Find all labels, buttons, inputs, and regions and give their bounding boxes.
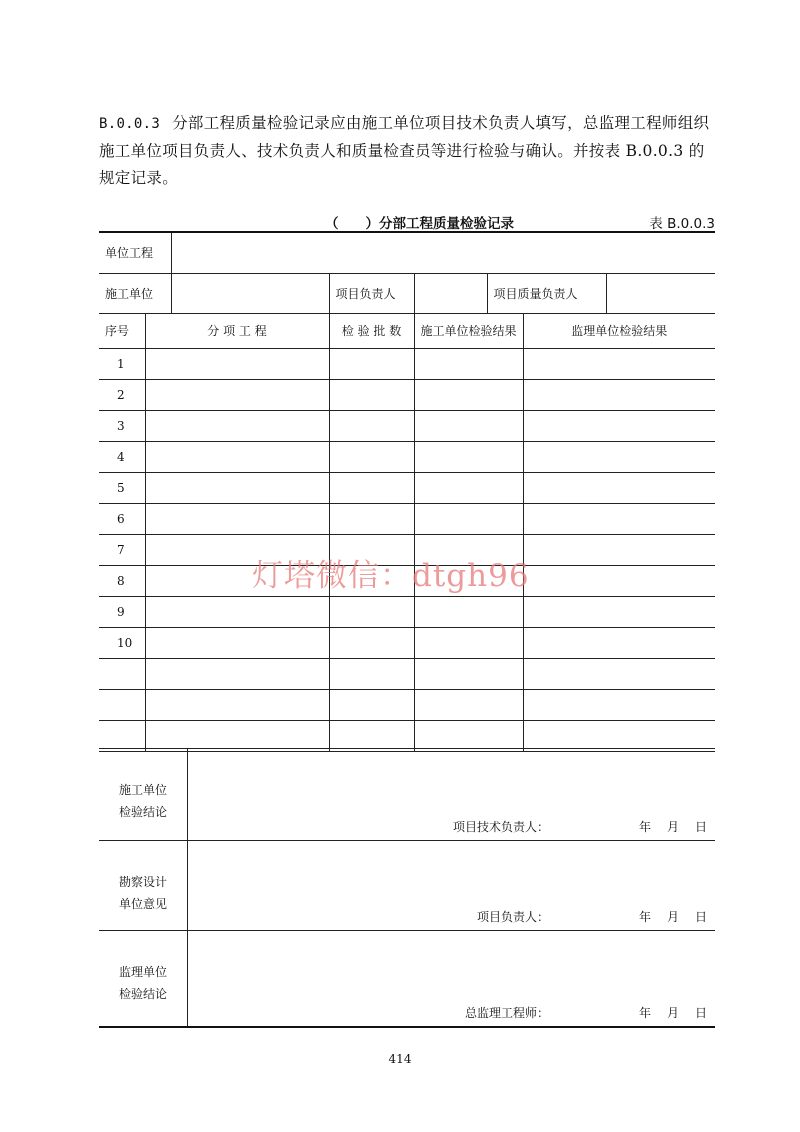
quality-lead-field[interactable] — [606, 273, 715, 313]
signoff-label-line2: 单位意见 — [119, 897, 168, 911]
signoff-row — [99, 841, 715, 931]
row-supervisor-cell[interactable] — [523, 627, 715, 658]
signoff-label — [99, 841, 187, 931]
row-supervisor-cell[interactable] — [523, 658, 715, 689]
month-label: 月 — [666, 1005, 681, 1020]
signoff-label-line1: 勘察设计 — [119, 875, 168, 889]
year-label: 年 — [638, 1005, 653, 1020]
row-supervisor-cell[interactable] — [523, 534, 715, 565]
row-batches-cell[interactable] — [329, 627, 414, 658]
row-seq — [99, 689, 145, 720]
row-seq: 6 — [99, 503, 145, 534]
table-number: 表 B.0.0.3 — [649, 216, 715, 232]
row-supervisor-cell[interactable] — [523, 410, 715, 441]
table-row — [99, 689, 715, 720]
row-contractor-cell[interactable] — [414, 627, 523, 658]
row-contractor-cell[interactable] — [414, 689, 523, 720]
signoff-table — [99, 748, 715, 1028]
signoff-field[interactable] — [187, 931, 715, 1027]
row-supervisor-cell[interactable] — [523, 689, 715, 720]
row-supervisor-cell[interactable] — [523, 379, 715, 410]
row-batches-cell[interactable] — [329, 472, 414, 503]
year-label: 年 — [638, 820, 653, 834]
signoff-label-line1: 监理单位 — [119, 965, 168, 979]
row-batches-cell[interactable] — [329, 503, 414, 534]
row-batches-cell[interactable] — [329, 348, 414, 379]
construction-unit-label: 施工单位 — [99, 273, 171, 313]
row-item-cell[interactable] — [145, 503, 329, 534]
table-row — [99, 410, 715, 441]
project-lead-label: 项目负责人 — [329, 273, 414, 313]
month-label: 月 — [666, 820, 681, 834]
row-seq — [99, 658, 145, 689]
watermark-text: 灯塔微信：dtgh96 — [252, 558, 530, 594]
row-contractor-cell[interactable] — [414, 720, 523, 751]
table-row — [99, 720, 715, 751]
row-seq: 3 — [99, 410, 145, 441]
construction-unit-field[interactable] — [171, 273, 329, 313]
row-contractor-cell[interactable] — [414, 379, 523, 410]
page-number: 414 — [388, 1052, 412, 1066]
signoff-field[interactable] — [187, 749, 715, 841]
signoff-label — [99, 749, 187, 841]
inspection-record-table — [99, 231, 715, 752]
signoff-row — [99, 931, 715, 1027]
table-title: （ ）分部工程质量检验记录 — [325, 216, 514, 232]
row-seq: 8 — [99, 565, 145, 596]
signatory-label: 项目负责人： — [476, 910, 549, 924]
date-label — [625, 818, 709, 835]
row-item-cell[interactable] — [145, 410, 329, 441]
signoff-field[interactable] — [187, 841, 715, 931]
project-lead-field[interactable] — [414, 273, 487, 313]
clause-text: 分部工程质量检验记录应由施工单位项目技术负责人填写，总监理工程师组织施工单位项目负责人、技术负责人和质量检查员等进行检验与确认。并按表 B.0.0.3 的规定记录。 — [99, 114, 710, 187]
table-row — [99, 596, 715, 627]
signoff-row — [99, 749, 715, 841]
row-item-cell[interactable] — [145, 658, 329, 689]
row-contractor-cell[interactable] — [414, 503, 523, 534]
signature-line — [289, 908, 709, 924]
col-item-header: 分 项 工 程 — [145, 313, 329, 348]
row-item-cell[interactable] — [145, 627, 329, 658]
row-contractor-cell[interactable] — [414, 348, 523, 379]
signoff-label — [99, 931, 187, 1027]
row-seq: 4 — [99, 441, 145, 472]
col-contractor-header: 施工单位检验结果 — [414, 313, 523, 348]
signatory-label: 项目技术负责人： — [452, 820, 549, 834]
row-contractor-cell[interactable] — [414, 596, 523, 627]
row-seq: 10 — [99, 627, 145, 658]
col-supervisor-header: 监理单位检验结果 — [523, 313, 715, 348]
clause-reference: B.0.0.3 — [99, 116, 161, 132]
row-seq: 7 — [99, 534, 145, 565]
row-supervisor-cell[interactable] — [523, 441, 715, 472]
month-label: 月 — [666, 910, 681, 924]
unit-project-row — [99, 232, 715, 273]
table-row — [99, 627, 715, 658]
row-batches-cell[interactable] — [329, 658, 414, 689]
table-row — [99, 348, 715, 379]
col-seq-header: 序号 — [99, 313, 145, 348]
day-label: 日 — [694, 910, 709, 924]
row-seq: 9 — [99, 596, 145, 627]
row-batches-cell[interactable] — [329, 410, 414, 441]
signature-line — [289, 818, 709, 834]
year-label: 年 — [638, 910, 653, 924]
row-item-cell[interactable] — [145, 689, 329, 720]
row-item-cell[interactable] — [145, 472, 329, 503]
table-row — [99, 503, 715, 534]
signoff-label-line2: 检验结论 — [119, 805, 168, 819]
row-contractor-cell[interactable] — [414, 410, 523, 441]
row-supervisor-cell[interactable] — [523, 565, 715, 596]
row-batches-cell[interactable] — [329, 596, 414, 627]
day-label: 日 — [694, 820, 709, 834]
signature-line — [289, 1004, 709, 1020]
row-contractor-cell[interactable] — [414, 441, 523, 472]
row-supervisor-cell[interactable] — [523, 720, 715, 751]
row-seq: 1 — [99, 348, 145, 379]
col-batches-header: 检 验 批 数 — [329, 313, 414, 348]
row-item-cell[interactable] — [145, 441, 329, 472]
table-caption — [99, 210, 715, 230]
quality-lead-label: 项目质量负责人 — [487, 273, 606, 313]
signoff-label-line2: 检验结论 — [119, 987, 168, 1001]
signatory-label: 总监理工程师： — [464, 1005, 549, 1020]
row-supervisor-cell[interactable] — [523, 503, 715, 534]
row-seq: 2 — [99, 379, 145, 410]
row-batches-cell[interactable] — [329, 441, 414, 472]
day-label: 日 — [694, 1005, 709, 1020]
date-label — [625, 908, 709, 925]
table-row — [99, 658, 715, 689]
row-item-cell[interactable] — [145, 720, 329, 751]
row-batches-cell[interactable] — [329, 689, 414, 720]
row-seq — [99, 720, 145, 751]
signoff-label-line1: 施工单位 — [119, 783, 168, 797]
unit-project-label: 单位工程 — [99, 232, 171, 273]
intro-paragraph — [99, 110, 719, 192]
table-row — [99, 441, 715, 472]
table-row — [99, 379, 715, 410]
table-row — [99, 472, 715, 503]
row-contractor-cell[interactable] — [414, 658, 523, 689]
row-supervisor-cell[interactable] — [523, 596, 715, 627]
row-contractor-cell[interactable] — [414, 472, 523, 503]
row-item-cell[interactable] — [145, 348, 329, 379]
column-header-row — [99, 313, 715, 348]
row-item-cell[interactable] — [145, 596, 329, 627]
construction-unit-row — [99, 273, 715, 313]
row-batches-cell[interactable] — [329, 379, 414, 410]
row-batches-cell[interactable] — [329, 720, 414, 751]
unit-project-field[interactable] — [171, 232, 715, 273]
row-supervisor-cell[interactable] — [523, 348, 715, 379]
row-supervisor-cell[interactable] — [523, 472, 715, 503]
date-label — [625, 1004, 709, 1021]
row-seq: 5 — [99, 472, 145, 503]
row-item-cell[interactable] — [145, 379, 329, 410]
